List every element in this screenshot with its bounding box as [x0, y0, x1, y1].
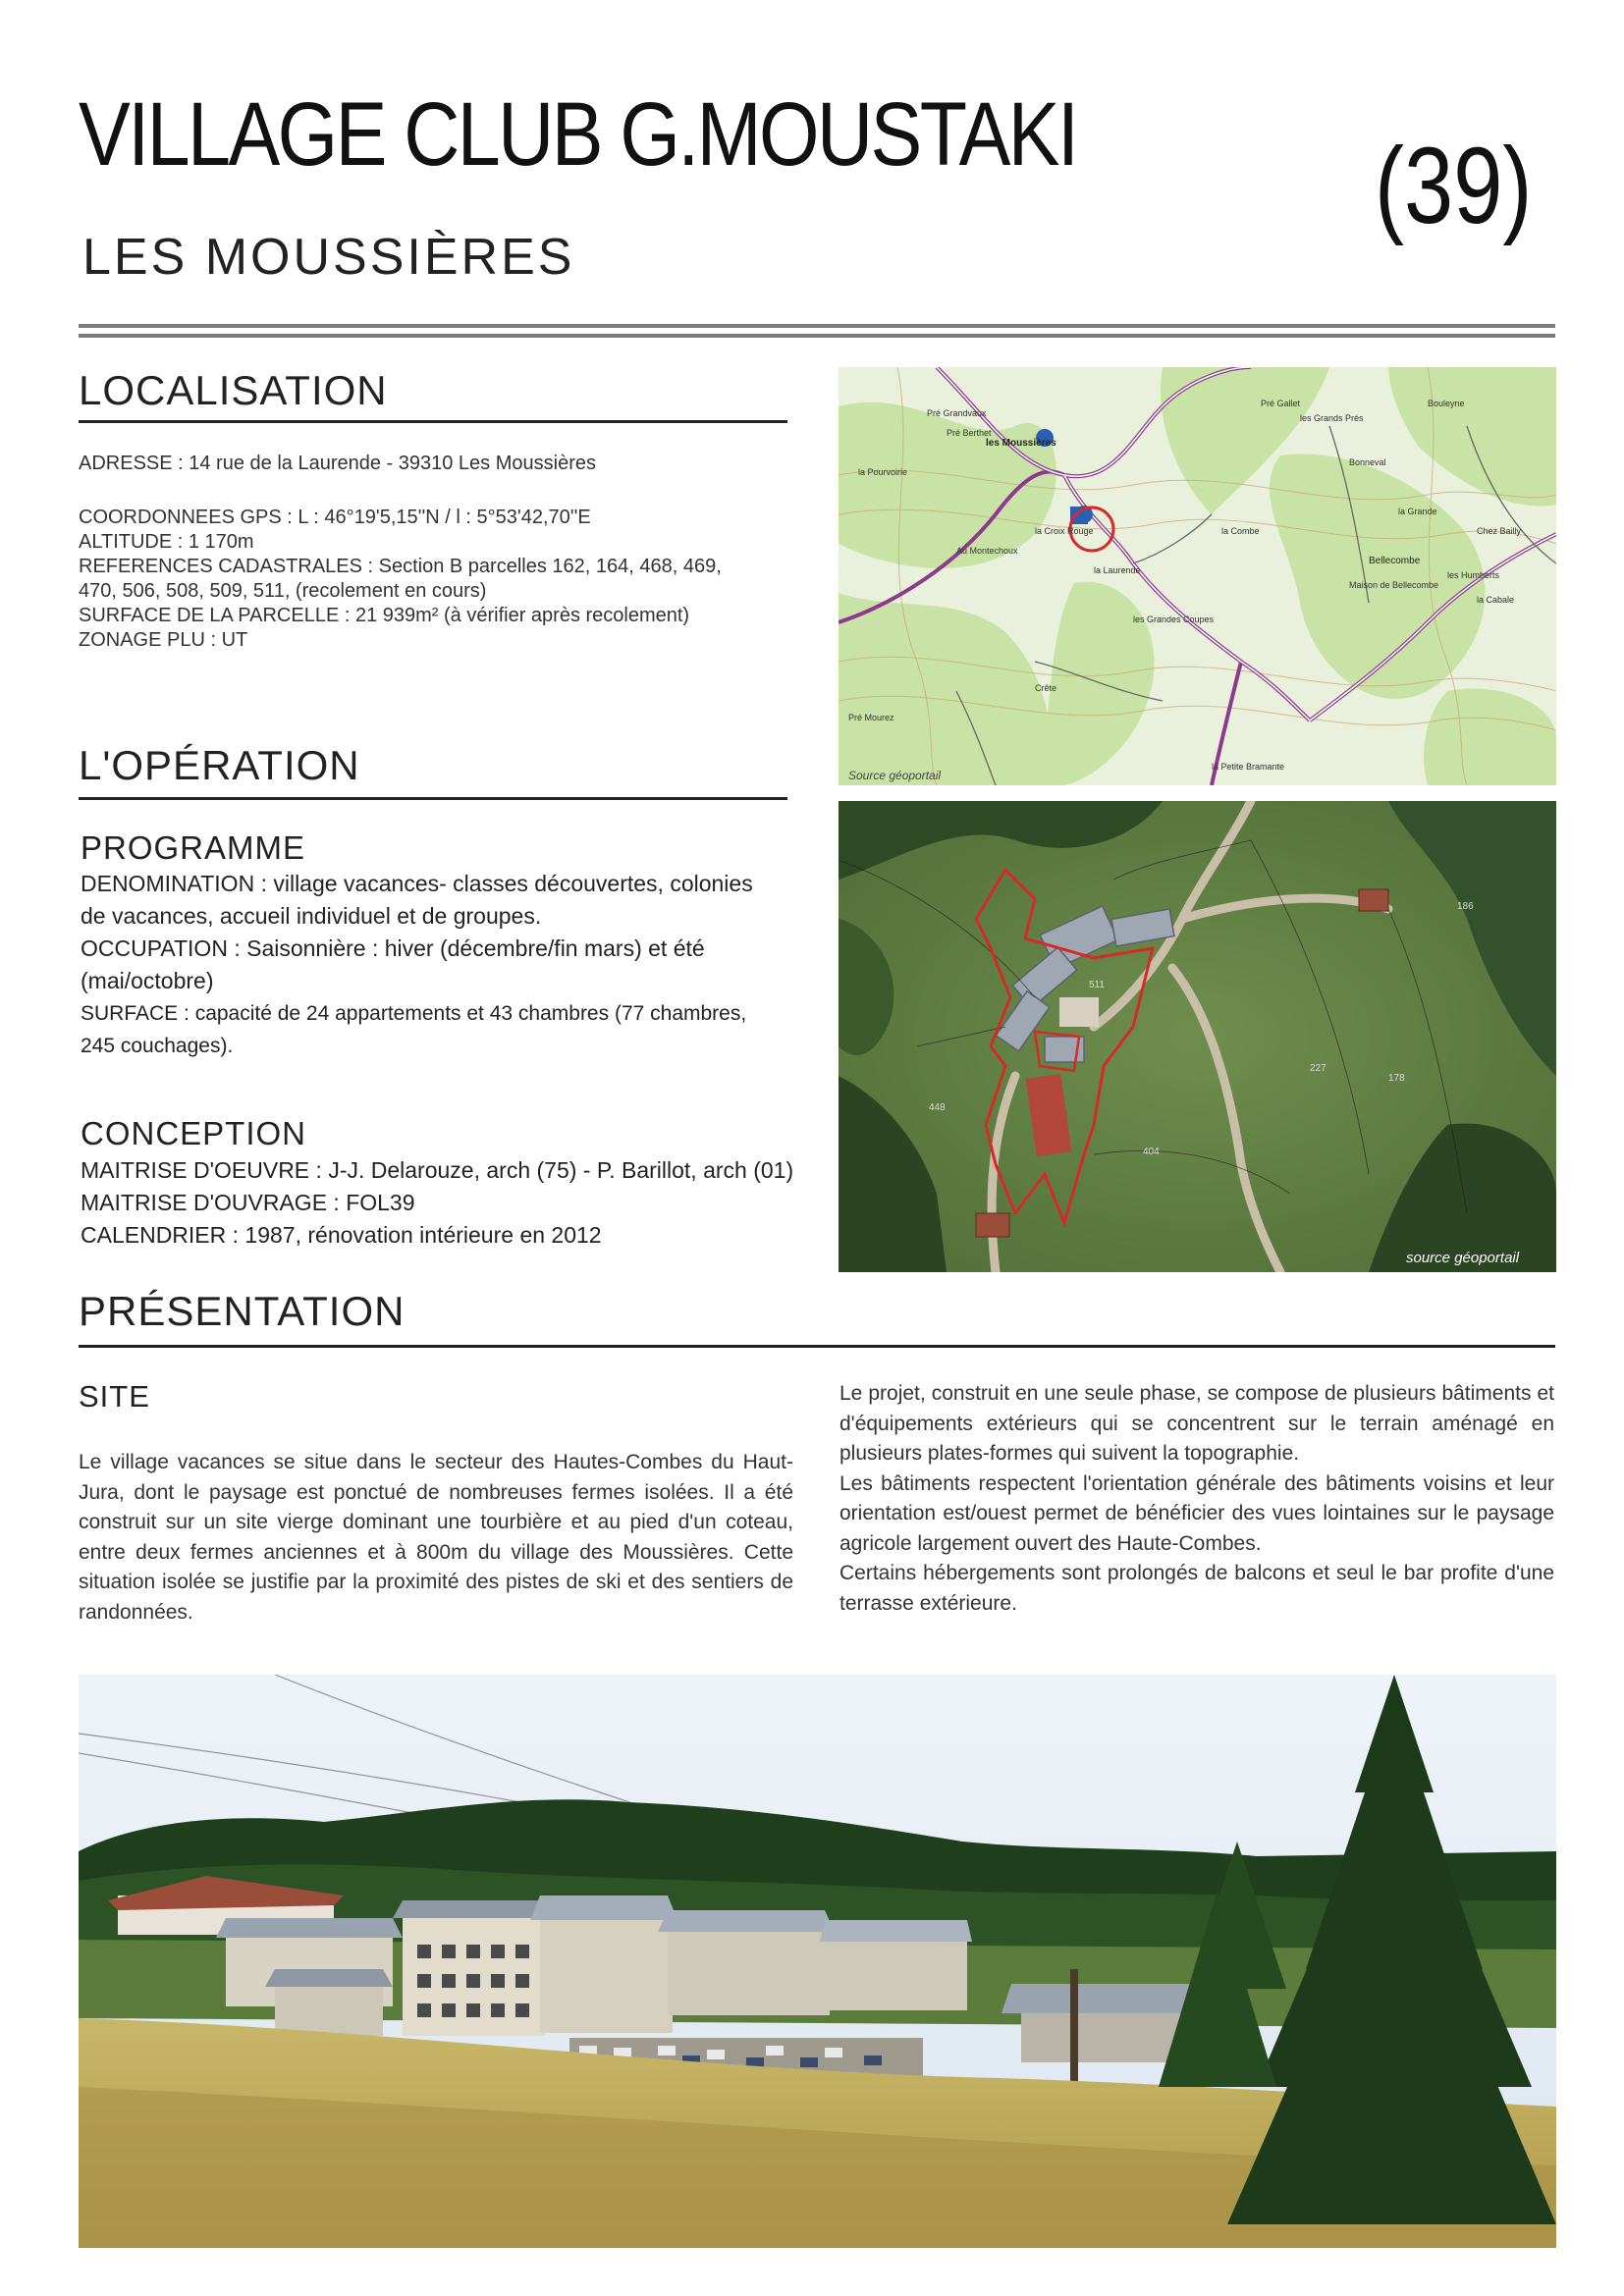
map-label-pre-grandvaux: Pré Grandvaux	[927, 408, 987, 418]
presentation-underline	[79, 1345, 1555, 1348]
map-caption: Source géoportail	[848, 769, 942, 782]
aerial-photo-svg	[839, 801, 1556, 1272]
cadastre-line-2: 470, 506, 508, 509, 511, (recolement en cours)	[79, 580, 487, 602]
altitude-line: ALTITUDE : 1 170m	[79, 531, 254, 553]
site-heading: SITE	[79, 1379, 150, 1414]
map-label-montechoux: Au Montechoux	[956, 546, 1018, 556]
surface-line-2: 245 couchages).	[81, 1035, 234, 1057]
operation-underline	[79, 797, 787, 800]
projet-paragraph-1: Le projet, construit en une seule phase, se compose de plusieurs bâtiments et d'équipements extérieurs qui se concentrent sur le terrain aménagé en plusieurs plates-formes qui suivent la topographie.	[839, 1382, 1554, 1465]
landscape-photo	[79, 1675, 1556, 2248]
map-label-bouleyne: Bouleyne	[1428, 399, 1465, 408]
landscape-photo-svg	[79, 1675, 1556, 2248]
map-label-pre-gallet: Pré Gallet	[1261, 399, 1301, 408]
calendrier-line: CALENDRIER : 1987, rénovation intérieure en 2012	[81, 1222, 602, 1248]
occupation-line-2: (mai/octobre)	[81, 968, 214, 993]
header-rule-bottom	[79, 334, 1555, 338]
projet-text	[839, 1379, 1554, 1619]
occupation-line-1: OCCUPATION : Saisonnière : hiver (décembre/fin mars) et été	[81, 935, 705, 961]
site-paragraph: Le village vacances se situe dans le secteur des Hautes-Combes du Haut-Jura, dont le paysage est ponctué de nombreuses fermes isolées. Il a été construit sur un site vierge dominant une tourbière et au pied d'un coteau, entre deux fermes anciennes et à 800m du village des Moussières. Cette situation isolée se justifie par la proximité des pistes de ski et des sentiers de randonnées.	[79, 1451, 793, 1624]
page-title: VILLAGE CLUB G.MOUSTAKI	[79, 84, 1077, 185]
conception-heading: CONCEPTION	[81, 1115, 307, 1151]
map-label-petite-bramante: la Petite Bramante	[1212, 762, 1285, 772]
maitrise-ouvrage-line: MAITRISE D'OUVRAGE : FOL39	[81, 1190, 415, 1215]
map-label-humberts: les Humberts	[1447, 570, 1500, 580]
parcel-number-404: 404	[1143, 1147, 1160, 1157]
programme-heading: PROGRAMME	[81, 829, 306, 866]
presentation-heading: PRÉSENTATION	[79, 1288, 406, 1334]
localisation-underline	[79, 420, 787, 423]
aerial-photo	[839, 801, 1556, 1272]
projet-paragraph-2: Les bâtiments respectent l'orientation générale des bâtiments voisins et leur orientation est/ouest permet de bénéficier des vues lointaines sur le paysage agricole largement ouvert des Haute-Combes.	[839, 1471, 1554, 1555]
map-label-bellecombe: Bellecombe	[1369, 556, 1421, 566]
parcel-number-227: 227	[1310, 1063, 1326, 1074]
map-label-bonneval: Bonneval	[1349, 457, 1386, 467]
map-label-pourvoirie: la Pourvoirie	[858, 467, 908, 477]
parcel-number-448: 448	[929, 1102, 946, 1113]
parcel-number-186: 186	[1457, 901, 1474, 912]
operation-heading: L'OPÉRATION	[79, 742, 360, 788]
localisation-info	[79, 452, 825, 653]
zonage-line: ZONAGE PLU : UT	[79, 629, 248, 651]
topographic-map	[839, 367, 1556, 785]
map-label-combe: la Combe	[1221, 526, 1260, 536]
denomination-line-1: DENOMINATION : village vacances- classes découvertes, colonies	[81, 871, 753, 896]
surface-line-1: SURFACE : capacité de 24 appartements et 43 chambres (77 chambres,	[81, 1002, 747, 1025]
parcel-number-511: 511	[1089, 980, 1105, 990]
denomination-line-2: de vacances, accueil individuel et de groupes.	[81, 903, 542, 929]
map-label-moussieres: les Moussières	[986, 438, 1056, 449]
cadastre-line-1: REFERENCES CADASTRALES : Section B parcelles 162, 164, 468, 469,	[79, 556, 722, 577]
department-number: (39)	[1375, 126, 1533, 246]
gps-line: COORDONNEES GPS : L : 46°19'5,15''N / l : 5°53'42,70''E	[79, 507, 591, 528]
map-label-pre-berthet: Pré Berthet	[947, 428, 992, 438]
topographic-map-svg	[839, 367, 1556, 785]
projet-paragraph-3: Certains hébergements sont prolongés de balcons et seul le bar profite d'une terrasse extérieure.	[839, 1562, 1554, 1615]
surface-line: SURFACE DE LA PARCELLE : 21 939m² (à vérifier après recolement)	[79, 605, 690, 626]
map-label-grandes-coupes: les Grandes Coupes	[1133, 614, 1215, 624]
header-rule-top	[79, 324, 1555, 328]
parcel-number-178: 178	[1388, 1073, 1405, 1084]
map-label-chez-bailly: Chez Bailly	[1477, 526, 1522, 536]
map-label-cabale: la Cabale	[1477, 595, 1515, 605]
localisation-heading: LOCALISATION	[79, 367, 388, 413]
map-label-la-grande: la Grande	[1398, 507, 1437, 516]
map-label-pre-mourez: Pré Mourez	[848, 713, 894, 722]
maitrise-oeuvre-line: MAITRISE D'OEUVRE : J-J. Delarouze, arch (75) - P. Barillot, arch (01)	[81, 1157, 794, 1183]
site-text	[79, 1448, 793, 1628]
map-label-grands-pres: les Grands Prés	[1300, 413, 1364, 423]
map-label-croix-rouge: la Croix Rouge	[1035, 526, 1094, 536]
address-line: ADRESSE : 14 rue de la Laurende - 39310 Les Moussières	[79, 453, 596, 474]
aerial-caption: source géoportail	[1406, 1250, 1520, 1266]
conception-text	[81, 1154, 846, 1252]
map-label-crete: Crête	[1035, 683, 1057, 693]
map-label-maison-bellecombe: Maison de Bellecombe	[1349, 580, 1439, 590]
page-subtitle: LES MOUSSIÈRES	[82, 229, 575, 286]
programme-text	[81, 868, 827, 1062]
map-label-laurende: la Laurende	[1094, 565, 1141, 575]
